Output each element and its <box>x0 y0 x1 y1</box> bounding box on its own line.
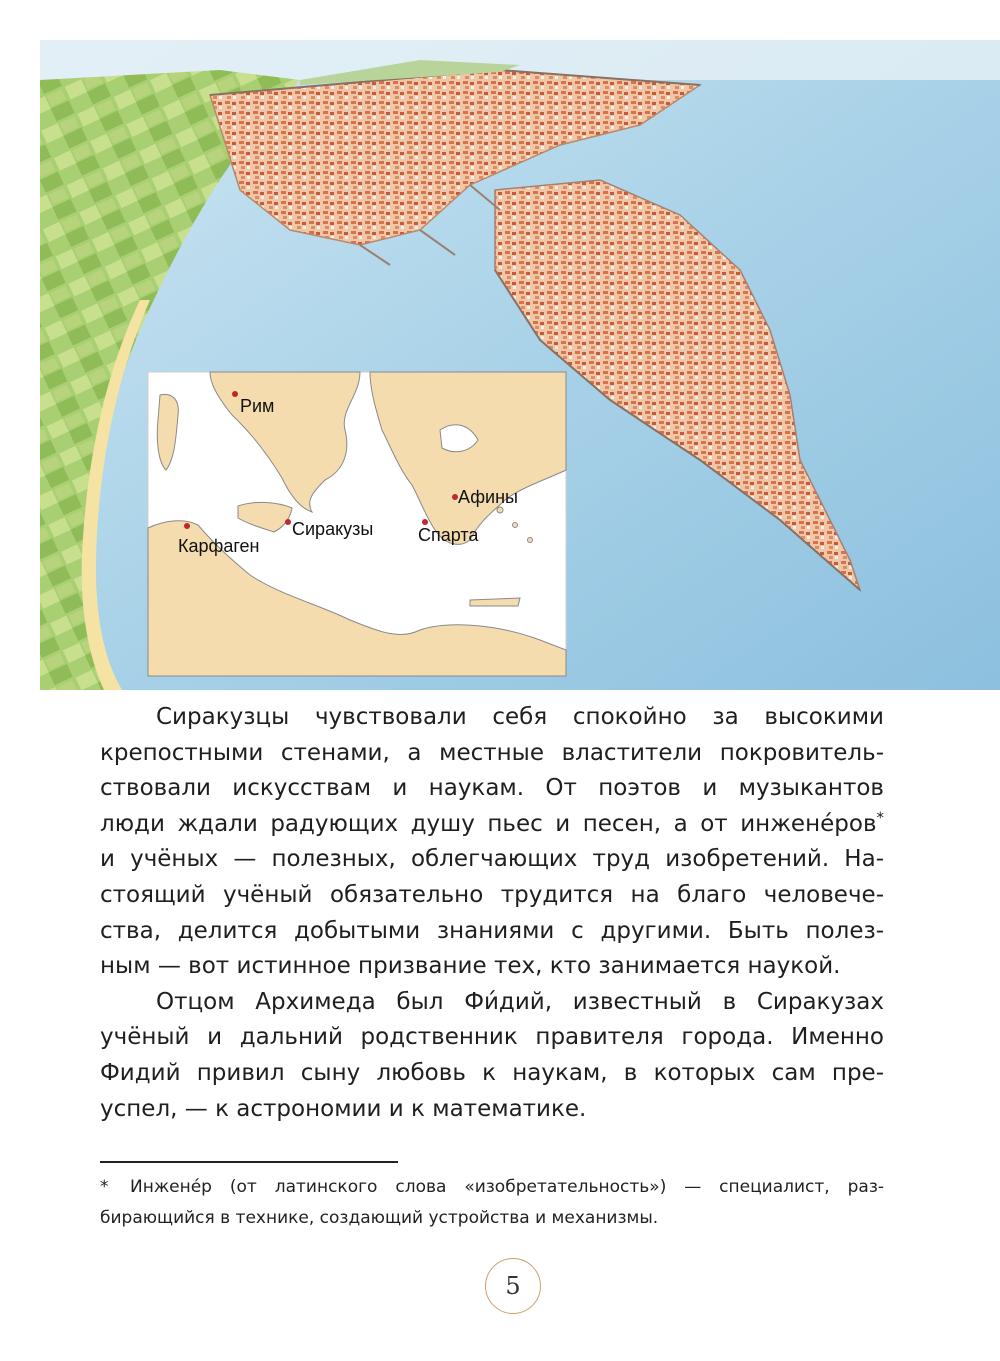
paragraph-2-line: Фидий привил сыну любовь к наукам, в которых сам пре- <box>100 1059 884 1086</box>
paragraph-2-line: успел, — к астрономии и к математике. <box>100 1095 587 1122</box>
map-dot-carthage <box>184 523 190 529</box>
map-dot-rome <box>232 391 238 397</box>
paragraph-1-line <box>100 807 884 843</box>
paragraph-2 <box>100 985 884 1127</box>
map-label-carthage: Карфаген <box>178 536 260 556</box>
map-label-sparta: Спарта <box>418 525 479 545</box>
body-text <box>100 700 884 1127</box>
footnote-line <box>100 1172 884 1203</box>
paragraph-2-line: Отцом Архимеда был Фи́дий, известный в Сиракузах <box>156 988 884 1015</box>
paragraph-1-line: ствовали искусствам и наукам. От поэтов и музыкантов <box>100 775 884 802</box>
paragraph-1-line: крепостными стенами, а местные властители покровитель- <box>100 739 884 766</box>
footnote <box>100 1172 884 1234</box>
page-number-text: 5 <box>505 1272 521 1300</box>
paragraph-1-line: и учёных — полезных, облегчающих труд изобретений. На- <box>100 846 884 873</box>
map-label-athens: Афины <box>458 487 518 507</box>
paragraph-1-line: стоящий учёный обязательно трудится на благо человече- <box>100 881 884 908</box>
map-dot-syracuse <box>285 519 291 525</box>
inset-map <box>148 372 566 676</box>
paragraph-1-line: ства, делится добытыми знаниями с другими. Быть полез- <box>100 917 884 944</box>
paragraph-1 <box>100 700 884 985</box>
map-label-rome: Рим <box>240 396 275 416</box>
paragraph-1-line: Сиракузцы чувствовали себя спокойно за высокими <box>156 704 884 730</box>
footnote-reference: * <box>876 808 884 827</box>
footnote-line: бирающийся в технике, создающий устройства и механизмы. <box>100 1208 659 1228</box>
paragraph-1-line: ным — вот истинное призвание тех, кто занимается наукой. <box>100 953 841 980</box>
map-label-syracuse: Сиракузы <box>292 519 374 539</box>
paragraph-2-line: учёный и дальний родственник правителя города. Именно <box>100 1024 884 1051</box>
footnote-divider <box>100 1161 398 1163</box>
footnote-line-text: Инженéр (от латинского слова «изобретательность») — специалист, раз- <box>130 1177 884 1197</box>
footnote-mark: * <box>100 1177 109 1197</box>
paragraph-1-line-text: люди ждали радующих душу пьес и песен, а от инженéров <box>100 810 877 837</box>
page-number <box>485 1258 541 1314</box>
